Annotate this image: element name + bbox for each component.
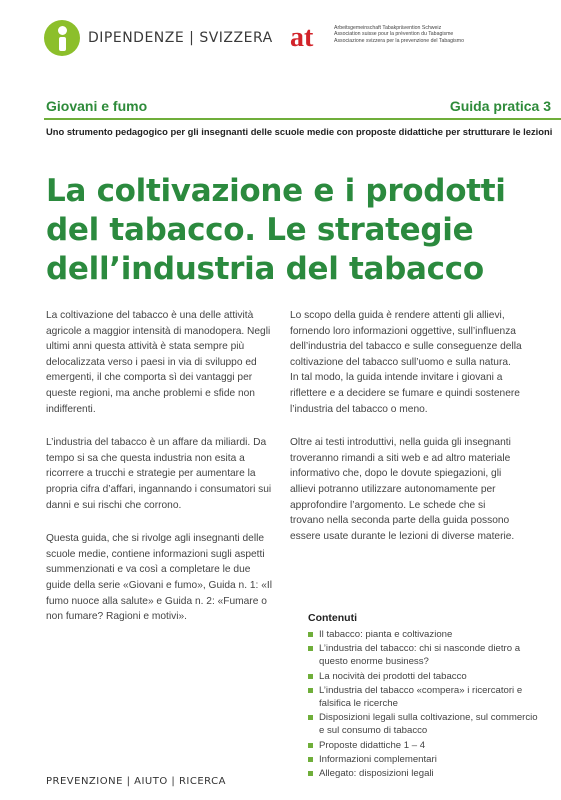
contents-item-label: Allegato: disposizioni legali bbox=[319, 768, 434, 780]
contents-item bbox=[308, 684, 538, 710]
paragraph: Lo scopo della guida è rendere attenti gli allievi, fornendo loro informazioni oggettive, sull’influenza dell’industria del tabacco e sulle conseguenze della coltivazione del tabacco sull’uomo e sulla natura. In tal modo, la guida intende invitare i giovani a riflettere e a decidere se fumare e quindi sostenere l’industria del tabacco o meno. bbox=[290, 310, 522, 415]
at-line: Associazione svizzera per la prevenzione del Tabagismo bbox=[334, 37, 464, 44]
guide-label: Guida pratica 3 bbox=[449, 98, 551, 114]
at-line: Arbeitsgemeinschaft Tabakprävention Schweiz bbox=[334, 25, 442, 31]
at-organization-names bbox=[334, 25, 464, 44]
contents-item-label: Il tabacco: pianta e coltivazione bbox=[319, 629, 453, 640]
contents-item bbox=[308, 753, 538, 766]
paragraph: La coltivazione del tabacco è una delle attività agricole a maggior intensità di manodopera. Negli ultimi anni questa attività è stata sempre più delocalizzata verso i paesi in via di sviluppo ed emergenti, il che comporta sì dei vantaggi per queste regioni, ma anche problemi e sfide non indifferenti. bbox=[46, 310, 271, 415]
paragraph: Oltre ai testi introduttivi, nella guida gli insegnanti troveranno rimandi a siti web e ad altro materiale informativo che, dopo le dovute spiegazioni, gli allievi potranno utilizzare autonomamente per approfondire l’argomento. Le schede che si trovano nella seconda parte della guida possono essere usate durante le lezioni di diverse materie. bbox=[290, 437, 515, 542]
contents-item-label: La nocività dei prodotti del tabacco bbox=[319, 670, 467, 682]
body-column-left bbox=[46, 308, 278, 643]
contents-item bbox=[308, 739, 538, 752]
contents-item-label: Informazioni complementari bbox=[319, 753, 437, 765]
contents-item bbox=[308, 767, 538, 780]
contents-title: Contenuti bbox=[308, 612, 357, 624]
square-bullet-icon bbox=[308, 646, 313, 651]
header-rule bbox=[44, 118, 561, 120]
dipendenze-svizzera-logo bbox=[44, 20, 273, 64]
square-bullet-icon bbox=[308, 771, 313, 776]
contents-item-label: Disposizioni legali sulla coltivazione, sul commercio e sul consumo di tabacco bbox=[319, 712, 538, 737]
square-bullet-icon bbox=[308, 757, 313, 762]
at-mark: at bbox=[290, 22, 314, 53]
page-title: La coltivazione e i prodotti del tabacco. Le strategie dell’industria del tabacco bbox=[46, 173, 506, 287]
contents-item bbox=[308, 628, 538, 641]
series-label: Giovani e fumo bbox=[46, 98, 148, 114]
paragraph: Questa guida, che si rivolge agli insegnanti delle scuole medie, contiene informazioni sugli aspetti summenzionati e va così a completare le due guide della serie «Giovani e fumo», Guida n. 1: «Il fumo nuoce alla salute» e Guida n. 2: «Fumare o non fumare? Ragioni e motivi». bbox=[46, 533, 272, 623]
square-bullet-icon bbox=[308, 715, 313, 720]
square-bullet-icon bbox=[308, 674, 313, 679]
contents-list bbox=[308, 628, 538, 780]
square-bullet-icon bbox=[308, 688, 313, 693]
contents-box bbox=[308, 612, 538, 781]
subtitle: Uno strumento pedagogico per gli insegnanti delle scuole medie con proposte didattiche per strutturare le lezioni bbox=[46, 126, 553, 137]
brand-name: DIPENDENZE | SVIZZERA bbox=[88, 30, 273, 46]
contents-item bbox=[308, 642, 538, 668]
info-person-icon bbox=[44, 20, 80, 56]
contents-item-label: L’industria del tabacco: chi si nasconde dietro a questo enorme business? bbox=[319, 643, 521, 668]
contents-item bbox=[308, 711, 538, 737]
at-logo bbox=[290, 24, 470, 54]
footer-tagline: PREVENZIONE | AIUTO | RICERCA bbox=[46, 776, 226, 787]
square-bullet-icon bbox=[308, 743, 313, 748]
contents-item bbox=[308, 670, 538, 683]
contents-item-label: Proposte didattiche 1 – 4 bbox=[319, 739, 426, 751]
contents-item-label: L’industria del tabacco «compera» i ricercatori e falsifica le ricerche bbox=[319, 684, 523, 710]
paragraph: L’industria del tabacco è un affare da miliardi. Da tempo si sa che questa industria non esita a ricorrere a trucchi e strategie per aumentare la propria cifra d’affari, ingannando i consumatori sui danni e sui rischi che corrono. bbox=[46, 437, 272, 511]
body-column-right bbox=[290, 308, 522, 562]
square-bullet-icon bbox=[308, 632, 313, 637]
at-line: Association suisse pour la prévention du Tabagisme bbox=[334, 31, 454, 38]
